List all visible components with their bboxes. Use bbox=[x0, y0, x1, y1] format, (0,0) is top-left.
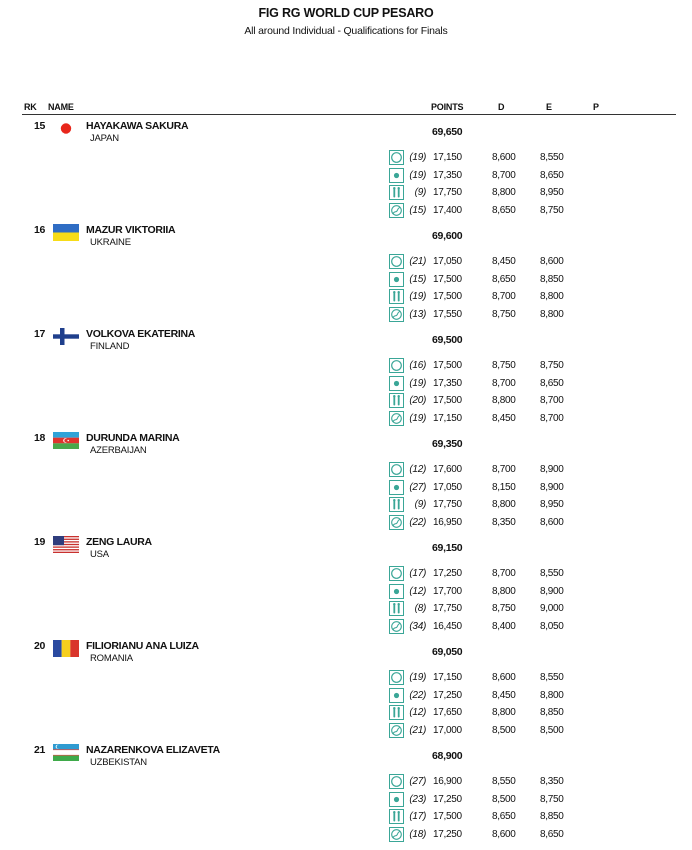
apparatus-rank: (15) bbox=[409, 204, 426, 216]
athlete-country: UKRAINE bbox=[90, 237, 131, 248]
ribbon-icon bbox=[389, 827, 404, 842]
clubs-icon bbox=[389, 601, 404, 616]
column-header-e: E bbox=[546, 102, 552, 112]
apparatus-row bbox=[0, 566, 692, 583]
apparatus-rank: (17) bbox=[409, 811, 426, 822]
apparatus-row bbox=[0, 307, 692, 324]
ribbon-icon bbox=[389, 619, 404, 634]
athlete-name: ZENG LAURA bbox=[86, 536, 152, 548]
apparatus-d-score: 8,500 bbox=[492, 793, 516, 805]
apparatus-row bbox=[0, 254, 692, 271]
apparatus-row bbox=[0, 584, 692, 601]
apparatus-rank: (9) bbox=[414, 499, 426, 510]
uzbekistan-flag bbox=[53, 744, 79, 761]
athlete-country: USA bbox=[90, 549, 109, 560]
apparatus-row bbox=[0, 393, 692, 410]
apparatus-e-score: 8,350 bbox=[540, 776, 564, 787]
apparatus-score: 17,250 bbox=[433, 568, 462, 579]
apparatus-row bbox=[0, 272, 692, 289]
apparatus-score: 17,500 bbox=[433, 395, 462, 406]
apparatus-d-score: 8,450 bbox=[492, 412, 516, 424]
page-title: FIG RG WORLD CUP PESARO bbox=[258, 6, 434, 20]
column-header-rk: RK bbox=[24, 102, 37, 112]
apparatus-e-score: 8,950 bbox=[540, 499, 564, 510]
apparatus-rank: (15) bbox=[409, 273, 426, 285]
athlete-name: DURUNDA MARINA bbox=[86, 432, 180, 444]
apparatus-d-score: 8,600 bbox=[492, 152, 516, 163]
apparatus-d-score: 8,450 bbox=[492, 689, 516, 701]
apparatus-d-score: 8,800 bbox=[492, 395, 516, 406]
hoop-icon bbox=[389, 254, 404, 269]
apparatus-row bbox=[0, 168, 692, 185]
apparatus-rank: (9) bbox=[414, 187, 426, 198]
apparatus-d-score: 8,650 bbox=[492, 273, 516, 285]
apparatus-score: 17,750 bbox=[433, 603, 462, 614]
apparatus-d-score: 8,700 bbox=[492, 377, 516, 389]
apparatus-score: 17,500 bbox=[433, 360, 462, 371]
apparatus-rank: (21) bbox=[409, 724, 426, 736]
apparatus-e-score: 8,650 bbox=[540, 828, 564, 840]
apparatus-row bbox=[0, 809, 692, 826]
apparatus-score: 17,350 bbox=[433, 169, 462, 181]
apparatus-score: 17,250 bbox=[433, 689, 462, 701]
athlete-rank: 21 bbox=[34, 744, 46, 756]
apparatus-e-score: 8,500 bbox=[540, 724, 564, 736]
apparatus-rank: (19) bbox=[409, 377, 426, 389]
apparatus-d-score: 8,450 bbox=[492, 256, 516, 267]
apparatus-d-score: 8,550 bbox=[492, 776, 516, 787]
athlete-country: ROMANIA bbox=[90, 653, 133, 664]
apparatus-score: 17,650 bbox=[433, 707, 462, 718]
athlete-name: HAYAKAWA SAKURA bbox=[86, 120, 189, 132]
apparatus-rank: (13) bbox=[409, 308, 426, 320]
athlete-entry bbox=[0, 536, 692, 640]
athlete-name: NAZARENKOVA ELIZAVETA bbox=[86, 744, 220, 756]
apparatus-d-score: 8,750 bbox=[492, 360, 516, 371]
apparatus-score: 17,700 bbox=[433, 585, 462, 597]
apparatus-d-score: 8,800 bbox=[492, 707, 516, 718]
apparatus-e-score: 8,850 bbox=[540, 273, 564, 285]
apparatus-e-score: 8,950 bbox=[540, 187, 564, 198]
apparatus-score: 17,150 bbox=[433, 672, 462, 683]
apparatus-rank: (22) bbox=[409, 516, 426, 528]
athlete-country: FINLAND bbox=[90, 341, 130, 352]
apparatus-e-score: 8,750 bbox=[540, 360, 564, 371]
apparatus-score: 17,500 bbox=[433, 291, 462, 302]
apparatus-score: 17,250 bbox=[433, 793, 462, 805]
athlete-total-points: 69,600 bbox=[432, 230, 463, 242]
athlete-total-points: 69,050 bbox=[432, 646, 463, 658]
apparatus-row bbox=[0, 376, 692, 393]
apparatus-rank: (19) bbox=[409, 291, 426, 302]
apparatus-e-score: 8,750 bbox=[540, 793, 564, 805]
apparatus-e-score: 8,850 bbox=[540, 811, 564, 822]
apparatus-score: 17,150 bbox=[433, 152, 462, 163]
apparatus-score: 16,900 bbox=[433, 776, 462, 787]
apparatus-d-score: 8,650 bbox=[492, 811, 516, 822]
apparatus-score: 17,750 bbox=[433, 499, 462, 510]
apparatus-row bbox=[0, 289, 692, 306]
apparatus-d-score: 8,700 bbox=[492, 464, 516, 475]
athlete-entry bbox=[0, 120, 692, 224]
apparatus-e-score: 8,550 bbox=[540, 568, 564, 579]
apparatus-row bbox=[0, 723, 692, 740]
apparatus-rank: (19) bbox=[409, 412, 426, 424]
hoop-icon bbox=[389, 150, 404, 165]
athlete-total-points: 68,900 bbox=[432, 750, 463, 762]
ribbon-icon bbox=[389, 515, 404, 530]
apparatus-row bbox=[0, 203, 692, 220]
hoop-icon bbox=[389, 774, 404, 789]
apparatus-row bbox=[0, 480, 692, 497]
apparatus-score: 17,000 bbox=[433, 724, 462, 736]
athlete-country: UZBEKISTAN bbox=[90, 757, 147, 768]
ribbon-icon bbox=[389, 307, 404, 322]
hoop-icon bbox=[389, 670, 404, 685]
apparatus-rank: (22) bbox=[409, 689, 426, 701]
apparatus-row bbox=[0, 827, 692, 844]
apparatus-rank: (20) bbox=[409, 395, 426, 406]
athlete-entry bbox=[0, 744, 692, 848]
apparatus-d-score: 8,750 bbox=[492, 603, 516, 614]
apparatus-rank: (34) bbox=[409, 620, 426, 632]
apparatus-d-score: 8,800 bbox=[492, 585, 516, 597]
athlete-rank: 18 bbox=[34, 432, 46, 444]
column-header-p: P bbox=[593, 102, 599, 112]
apparatus-score: 17,050 bbox=[433, 256, 462, 267]
apparatus-score: 16,950 bbox=[433, 516, 462, 528]
ball-icon bbox=[389, 688, 404, 703]
apparatus-score: 17,250 bbox=[433, 828, 462, 840]
apparatus-score: 17,500 bbox=[433, 273, 462, 285]
apparatus-score: 17,750 bbox=[433, 187, 462, 198]
apparatus-d-score: 8,500 bbox=[492, 724, 516, 736]
ribbon-icon bbox=[389, 723, 404, 738]
apparatus-d-score: 8,700 bbox=[492, 169, 516, 181]
clubs-icon bbox=[389, 185, 404, 200]
apparatus-d-score: 8,400 bbox=[492, 620, 516, 632]
apparatus-rank: (19) bbox=[409, 169, 426, 181]
athlete-rank: 20 bbox=[34, 640, 46, 652]
apparatus-e-score: 8,800 bbox=[540, 689, 564, 701]
column-header-points: POINTS bbox=[431, 102, 464, 112]
apparatus-rank: (19) bbox=[409, 672, 426, 683]
apparatus-row bbox=[0, 358, 692, 375]
header-divider bbox=[22, 114, 676, 115]
ball-icon bbox=[389, 584, 404, 599]
apparatus-rank: (21) bbox=[409, 256, 426, 267]
ribbon-icon bbox=[389, 203, 404, 218]
apparatus-row bbox=[0, 411, 692, 428]
azerbaijan-flag bbox=[53, 432, 79, 449]
apparatus-e-score: 8,050 bbox=[540, 620, 564, 632]
apparatus-row bbox=[0, 705, 692, 722]
ribbon-icon bbox=[389, 411, 404, 426]
apparatus-d-score: 8,750 bbox=[492, 308, 516, 320]
apparatus-rank: (12) bbox=[409, 707, 426, 718]
apparatus-row bbox=[0, 462, 692, 479]
apparatus-e-score: 8,800 bbox=[540, 308, 564, 320]
apparatus-rank: (19) bbox=[409, 152, 426, 163]
clubs-icon bbox=[389, 497, 404, 512]
apparatus-score: 16,450 bbox=[433, 620, 462, 632]
ball-icon bbox=[389, 168, 404, 183]
ball-icon bbox=[389, 480, 404, 495]
athlete-name: FILIORIANU ANA LUIZA bbox=[86, 640, 199, 652]
apparatus-score: 17,350 bbox=[433, 377, 462, 389]
apparatus-e-score: 8,900 bbox=[540, 585, 564, 597]
apparatus-e-score: 8,550 bbox=[540, 672, 564, 683]
apparatus-rank: (16) bbox=[409, 360, 426, 371]
athlete-country: JAPAN bbox=[90, 133, 119, 144]
apparatus-e-score: 8,900 bbox=[540, 481, 564, 493]
apparatus-row bbox=[0, 774, 692, 791]
apparatus-rank: (12) bbox=[409, 464, 426, 475]
apparatus-e-score: 8,700 bbox=[540, 395, 564, 406]
apparatus-row bbox=[0, 150, 692, 167]
apparatus-e-score: 8,700 bbox=[540, 412, 564, 424]
apparatus-score: 17,550 bbox=[433, 308, 462, 320]
apparatus-d-score: 8,800 bbox=[492, 187, 516, 198]
ukraine-flag bbox=[53, 224, 79, 241]
column-header-name: NAME bbox=[48, 102, 74, 112]
clubs-icon bbox=[389, 809, 404, 824]
apparatus-row bbox=[0, 688, 692, 705]
apparatus-d-score: 8,600 bbox=[492, 672, 516, 683]
apparatus-rank: (18) bbox=[409, 828, 426, 840]
athlete-name: VOLKOVA EKATERINA bbox=[86, 328, 196, 340]
athlete-name: MAZUR VIKTORIIA bbox=[86, 224, 176, 236]
clubs-icon bbox=[389, 393, 404, 408]
apparatus-e-score: 8,650 bbox=[540, 169, 564, 181]
apparatus-d-score: 8,350 bbox=[492, 516, 516, 528]
ball-icon bbox=[389, 792, 404, 807]
apparatus-score: 17,400 bbox=[433, 204, 462, 216]
japan-flag bbox=[53, 120, 79, 137]
apparatus-row bbox=[0, 497, 692, 514]
athlete-total-points: 69,500 bbox=[432, 334, 463, 346]
finland-flag bbox=[53, 328, 79, 345]
apparatus-d-score: 8,650 bbox=[492, 204, 516, 216]
apparatus-e-score: 8,600 bbox=[540, 516, 564, 528]
apparatus-rank: (27) bbox=[409, 776, 426, 787]
ball-icon bbox=[389, 376, 404, 391]
athlete-rank: 15 bbox=[34, 120, 46, 132]
apparatus-score: 17,150 bbox=[433, 412, 462, 424]
apparatus-d-score: 8,600 bbox=[492, 828, 516, 840]
athlete-total-points: 69,150 bbox=[432, 542, 463, 554]
clubs-icon bbox=[389, 705, 404, 720]
page-subtitle: All around Individual - Qualifications for Finals bbox=[244, 25, 448, 37]
athlete-entry bbox=[0, 328, 692, 432]
apparatus-row bbox=[0, 601, 692, 618]
apparatus-e-score: 8,550 bbox=[540, 152, 564, 163]
athlete-entry bbox=[0, 640, 692, 744]
apparatus-e-score: 8,800 bbox=[540, 291, 564, 302]
apparatus-e-score: 8,900 bbox=[540, 464, 564, 475]
apparatus-row bbox=[0, 515, 692, 532]
apparatus-e-score: 8,600 bbox=[540, 256, 564, 267]
apparatus-score: 17,600 bbox=[433, 464, 462, 475]
apparatus-row bbox=[0, 619, 692, 636]
apparatus-rank: (8) bbox=[414, 603, 426, 614]
apparatus-rank: (12) bbox=[409, 585, 426, 597]
apparatus-e-score: 8,650 bbox=[540, 377, 564, 389]
usa-flag bbox=[53, 536, 79, 553]
hoop-icon bbox=[389, 566, 404, 581]
apparatus-rank: (23) bbox=[409, 793, 426, 805]
athlete-entry bbox=[0, 224, 692, 328]
athlete-entry bbox=[0, 432, 692, 536]
athlete-country: AZERBAIJAN bbox=[90, 445, 147, 456]
column-header-d: D bbox=[498, 102, 505, 112]
athlete-rank: 19 bbox=[34, 536, 46, 548]
apparatus-d-score: 8,700 bbox=[492, 568, 516, 579]
apparatus-rank: (17) bbox=[409, 568, 426, 579]
apparatus-row bbox=[0, 670, 692, 687]
hoop-icon bbox=[389, 462, 404, 477]
apparatus-score: 17,050 bbox=[433, 481, 462, 493]
apparatus-d-score: 8,150 bbox=[492, 481, 516, 493]
hoop-icon bbox=[389, 358, 404, 373]
athlete-rank: 16 bbox=[34, 224, 46, 236]
apparatus-d-score: 8,700 bbox=[492, 291, 516, 302]
clubs-icon bbox=[389, 289, 404, 304]
athlete-total-points: 69,350 bbox=[432, 438, 463, 450]
ball-icon bbox=[389, 272, 404, 287]
apparatus-e-score: 9,000 bbox=[540, 603, 564, 614]
apparatus-row bbox=[0, 792, 692, 809]
athlete-total-points: 69,650 bbox=[432, 126, 463, 138]
athlete-rank: 17 bbox=[34, 328, 46, 340]
apparatus-rank: (27) bbox=[409, 481, 426, 493]
apparatus-score: 17,500 bbox=[433, 811, 462, 822]
apparatus-e-score: 8,850 bbox=[540, 707, 564, 718]
romania-flag bbox=[53, 640, 79, 657]
apparatus-e-score: 8,750 bbox=[540, 204, 564, 216]
apparatus-row bbox=[0, 185, 692, 202]
apparatus-d-score: 8,800 bbox=[492, 499, 516, 510]
